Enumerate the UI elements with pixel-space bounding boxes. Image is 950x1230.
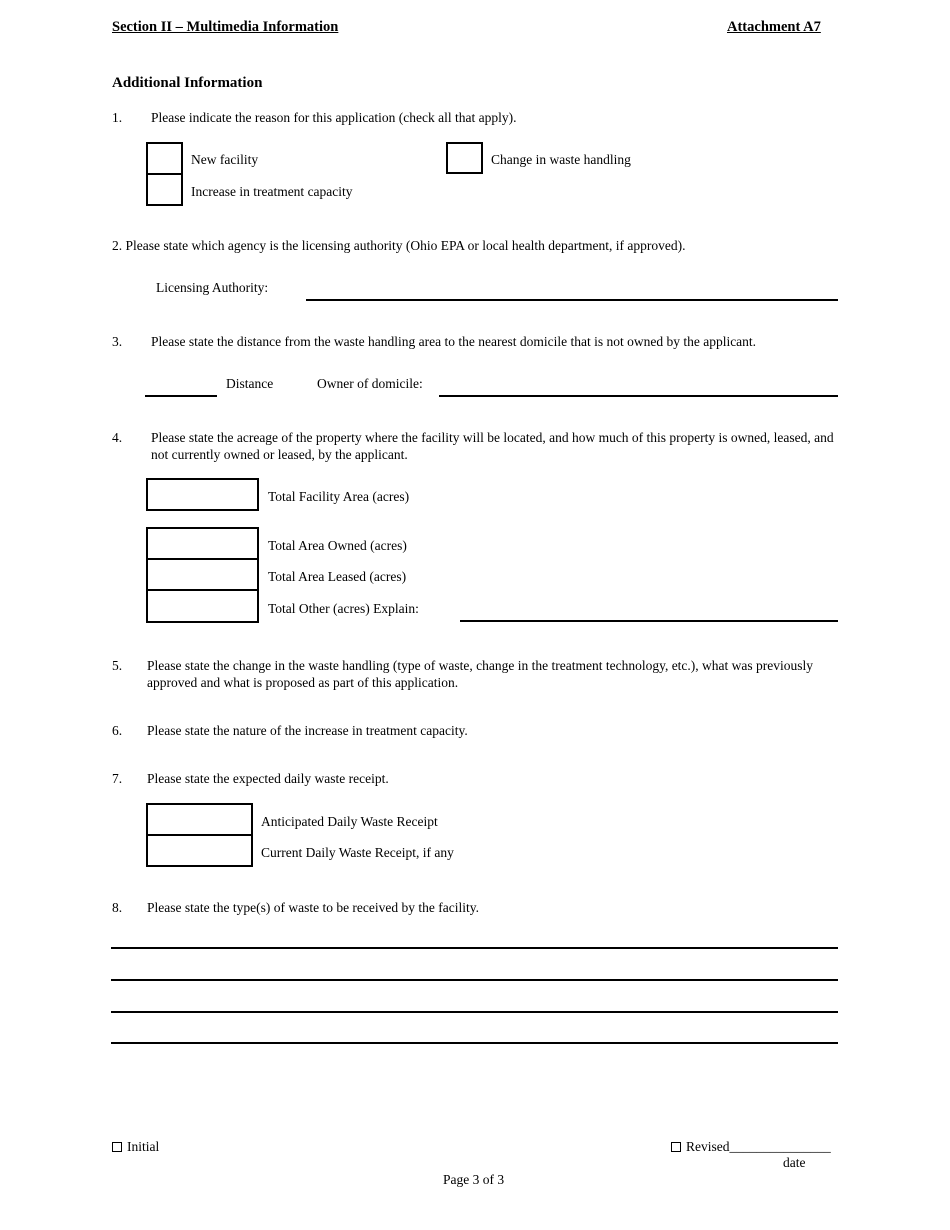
waste-type-line-3[interactable] (111, 1011, 838, 1013)
q8-number: 8. (112, 900, 123, 915)
distance-label: Distance (226, 376, 274, 391)
section-title: Section II – Multimedia Information (112, 19, 339, 35)
total-area-owned-box[interactable] (146, 527, 259, 560)
checkbox-change-waste-handling[interactable] (446, 142, 483, 174)
q3-number: 3. (112, 334, 123, 349)
revised-option[interactable] (671, 1139, 831, 1155)
anticipated-daily-receipt-box[interactable] (146, 803, 253, 836)
total-area-leased-label: Total Area Leased (acres) (268, 569, 407, 584)
anticipated-daily-receipt-label: Anticipated Daily Waste Receipt (261, 814, 438, 829)
revised-date-label: date (783, 1155, 806, 1170)
licensing-authority-label: Licensing Authority: (156, 280, 269, 295)
revised-checkbox-icon[interactable] (671, 1142, 681, 1152)
current-daily-receipt-label: Current Daily Waste Receipt, if any (261, 845, 454, 860)
page-number: Page 3 of 3 (443, 1172, 505, 1187)
initial-label: Initial (127, 1139, 160, 1154)
label-new-facility: New facility (191, 152, 259, 167)
licensing-authority-field[interactable] (306, 299, 838, 301)
waste-type-line-4[interactable] (111, 1042, 838, 1044)
q4-number: 4. (112, 430, 123, 445)
q1-number: 1. (112, 110, 123, 125)
revised-label: Revised_______________ (686, 1139, 831, 1154)
owner-of-domicile-label: Owner of domicile: (317, 376, 423, 391)
total-facility-area-label: Total Facility Area (acres) (268, 489, 410, 504)
distance-field[interactable] (145, 395, 217, 397)
other-explain-field[interactable] (460, 620, 838, 622)
total-other-acres-box[interactable] (146, 589, 259, 623)
checkbox-new-facility[interactable] (146, 142, 183, 175)
additional-information-heading: Additional Information (112, 75, 263, 91)
total-area-owned-label: Total Area Owned (acres) (268, 538, 407, 553)
label-change-waste-handling: Change in waste handling (491, 152, 631, 167)
q1-text: Please indicate the reason for this application (check all that apply). (151, 110, 517, 125)
initial-checkbox-icon[interactable] (112, 1142, 122, 1152)
waste-type-line-1[interactable] (111, 947, 838, 949)
q7-text: Please state the expected daily waste receipt. (147, 771, 389, 786)
q3-text: Please state the distance from the waste handling area to the nearest domicile that is not owned by the applicant. (151, 334, 757, 349)
q6-text: Please state the nature of the increase in treatment capacity. (147, 723, 468, 738)
q6-number: 6. (112, 723, 123, 738)
current-daily-receipt-box[interactable] (146, 834, 253, 867)
q5-number: 5. (112, 658, 123, 673)
q4-text: Please state the acreage of the property where the facility will be located, and how much of this property is owned, leased, and not currently owned or leased, by the applicant. (151, 430, 834, 462)
waste-type-line-2[interactable] (111, 979, 838, 981)
attachment-label: Attachment A7 (727, 19, 821, 35)
initial-option[interactable] (112, 1139, 159, 1155)
total-facility-area-box[interactable] (146, 478, 259, 511)
label-increase-capacity: Increase in treatment capacity (191, 184, 353, 199)
q2-text: 2. Please state which agency is the licensing authority (Ohio EPA or local health department, if approved). (112, 238, 686, 253)
checkbox-increase-capacity[interactable] (146, 173, 183, 206)
q8-text: Please state the type(s) of waste to be received by the facility. (147, 900, 479, 915)
q7-number: 7. (112, 771, 123, 786)
q5-text: Please state the change in the waste handling (type of waste, change in the treatment technology, etc.), what was previously approved and what is proposed as part of this application. (147, 658, 814, 690)
total-area-leased-box[interactable] (146, 558, 259, 591)
total-other-acres-label: Total Other (acres) Explain: (268, 601, 419, 616)
owner-of-domicile-field[interactable] (439, 395, 838, 397)
